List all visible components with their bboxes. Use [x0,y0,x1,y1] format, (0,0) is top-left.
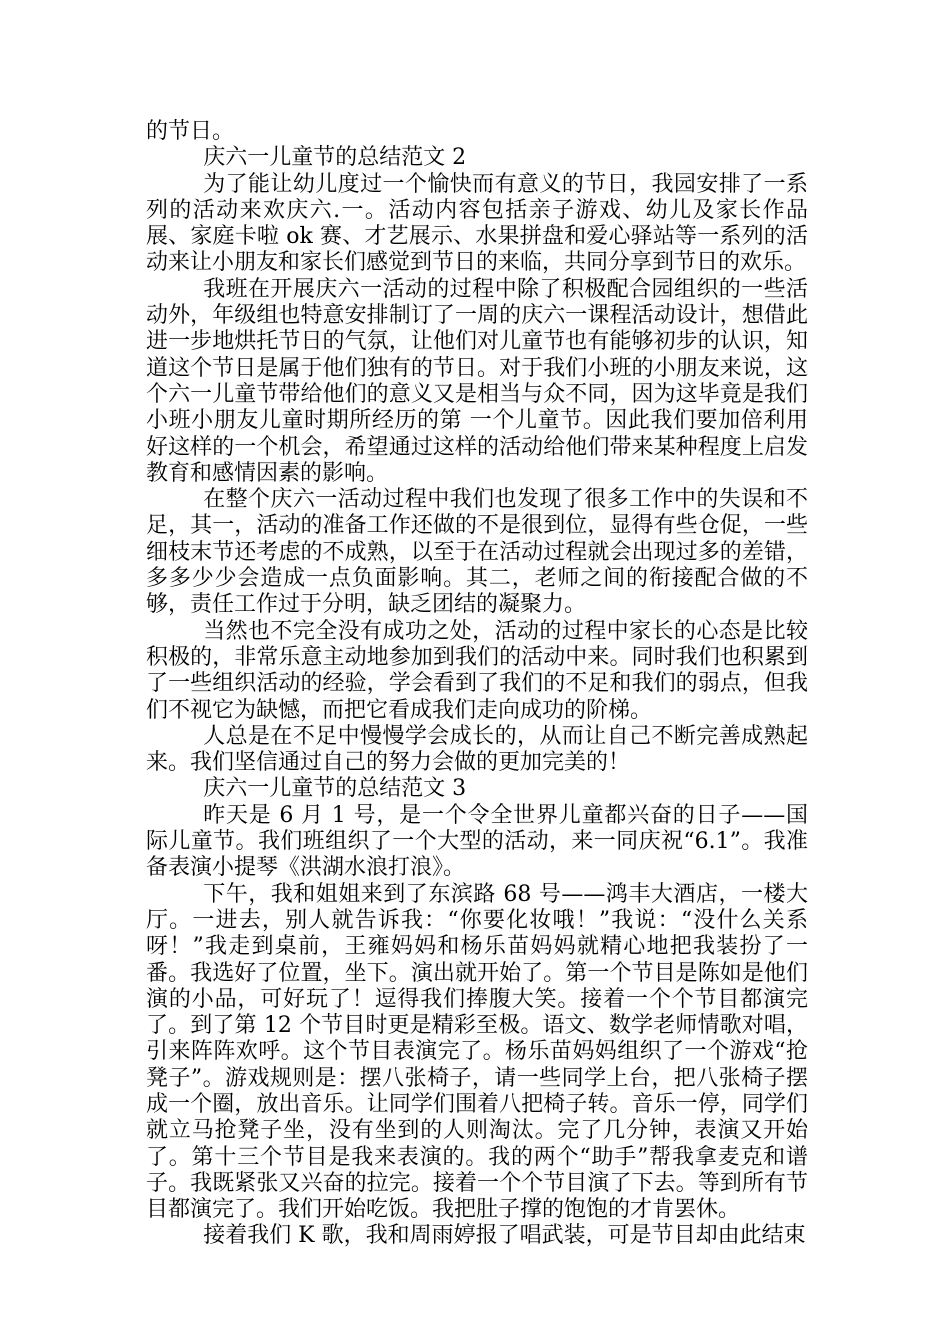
paragraph: 接着我们 K 歌，我和周雨婷报了唱武装，可是节目却由此结束 [203,1223,806,1249]
paragraph: 为了能让幼儿度过一个愉快而有意义的节日，我园安排了一系列的活动来欢庆六.一。活动内容包括亲子游戏、幼儿及家长作品展、家庭卡啦 ok 赛、才艺展示、水果拼盘和爱心驿站等一系列的活动来让小朋友和家长们感觉到节日的来临，共同分享到节日的欢乐。 [146,171,808,276]
paragraph: 人总是在不足中慢慢学会成长的，从而让自己不断完善成熟起来。我们坚信通过自己的努力会做的更加完美的！ [146,723,808,776]
paragraph: 我班在开展庆六一活动的过程中除了积极配合园组织的一些活动外，年级组也特意安排制订了一周的庆六一课程活动设计，想借此进一步地烘托节日的气氛，让他们对儿童节也有能够初步的认识，知道这个节日是属于他们独有的节日。对于我们小班的小朋友来说，这个六一儿童节带给他们的意义又是相当与众不同，因为这毕竟是我们小班小朋友儿童时期所经历的第 一个儿童节。因此我们要加倍利用好这样的一个机会，希望通过这样的活动给他们带来某种程度上启发教育和感情因素的影响。 [146,276,808,486]
paragraph: 当然也不完全没有成功之处，活动的过程中家长的心态是比较积极的，非常乐意主动地参加到我们的活动中来。同时我们也积累到了一些组织活动的经验，学会看到了我们的不足和我们的弱点，但我们不视它为缺憾，而把它看成我们走向成功的阶梯。 [146,618,808,723]
paragraph: 下午，我和姐姐来到了东滨路 68 号——鸿丰大酒店，一楼大厅。一进去，别人就告诉我：“你要化妆哦！”我说：“没什么关系呀！”我走到桌前，王雍妈妈和杨乐苗妈妈就精心地把我装扮了一番。我选好了位置，坐下。演出就开始了。第一个节目是陈如是他们演的小品，可好玩了！逗得我们捧腹大笑。接着一个个节目都演完了。到了第 12 个节目时更是精彩至极。语文、数学老师情歌对唱，引来阵阵欢呼。这个节目表演完了。杨乐苗妈妈组织了一个游戏“抢凳子”。游戏规则是：摆八张椅子，请一些同学上台，把八张椅子摆成一个圈，放出音乐。让同学们围着八把椅子转。音乐一停，同学们就立马抢凳子坐，没有坐到的人则淘汰。完了几分钟，表演又开始了。第十三个节目是我来表演的。我的两个“助手”帮我拿麦克和谱子。我既紧张又兴奋的拉完。接着一个个节目演了下去。等到所有节目都演完了。我们开始吃饭。我把肚子撑的饱饱的才肯罢休。 [146,881,808,1223]
paragraph-continuation: 的节日。 [146,119,235,144]
document-body [146,119,808,1250]
paragraph: 昨天是 6 月 1 号，是一个令全世界儿童都兴奋的日子——国际儿童节。我们班组织了一个大型的活动，来一同庆祝“6.1”。我准备表演小提琴《洪湖水浪打浪》。 [146,802,808,881]
section-heading-3: 庆六一儿童节的总结范文 3 [203,776,467,802]
paragraph: 在整个庆六一活动过程中我们也发现了很多工作中的失误和不足，其一，活动的准备工作还做的不是很到位，显得有些仓促，一些细枝末节还考虑的不成熟，以至于在活动过程就会出现过多的差错，多多少少会造成一点负面影响。其二，老师之间的衔接配合做的不够，责任工作过于分明，缺乏团结的凝聚力。 [146,487,808,618]
section-heading-2: 庆六一儿童节的总结范文 2 [203,145,467,171]
